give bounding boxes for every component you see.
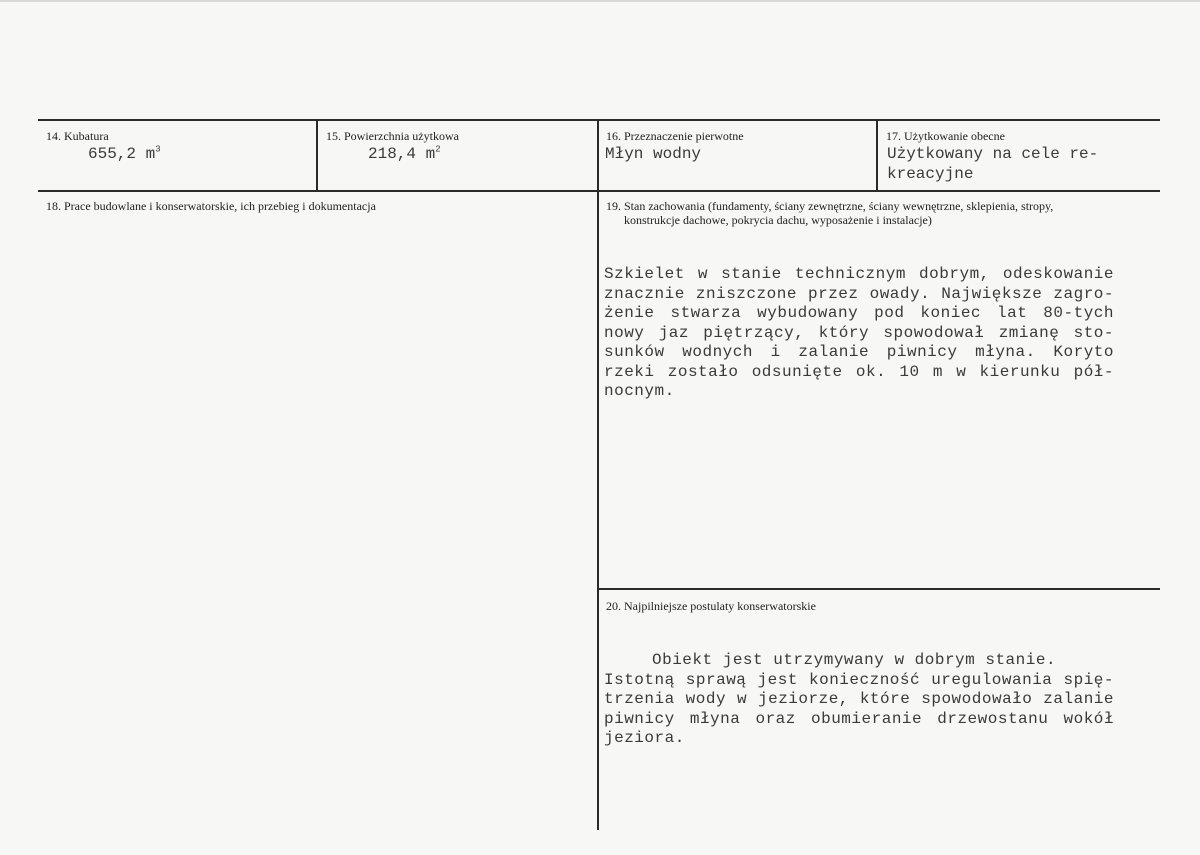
field-20-text bbox=[604, 651, 1114, 749]
field-17-label: 17. Użytkowanie obecne bbox=[886, 129, 1005, 143]
col-divider-2 bbox=[597, 119, 599, 830]
field-20-line-2: Istotną sprawą jest konieczność uregulowania spię- bbox=[604, 670, 1114, 689]
field-14-label: 14. Kubatura bbox=[46, 129, 109, 143]
field-19-line-4: nowy jaz piętrzący, który spowodował zmianę sto- bbox=[604, 323, 1114, 342]
section-19-20-divider bbox=[598, 588, 1160, 590]
top-rule bbox=[38, 119, 1160, 121]
field-19-label-line-2: konstrukcje dachowe, pokrycia dachu, wyposażenie i instalacje) bbox=[624, 213, 932, 227]
field-19-label-line-1: 19. Stan zachowania (fundamenty, ściany zewnętrzne, ściany wewnętrzne, sklepienia, stropy, bbox=[606, 199, 1054, 213]
field-20-line-5: jeziora. bbox=[604, 729, 685, 747]
field-17-value-line-1: Użytkowany na cele re- bbox=[887, 145, 1099, 163]
col-divider-1 bbox=[316, 119, 318, 192]
field-15-value bbox=[368, 144, 441, 164]
field-19-line-6: rzeki zostało odsunięte ok. 10 m w kierunku pół- bbox=[604, 362, 1114, 381]
field-20-label: 20. Najpilniejsze postulaty konserwatorskie bbox=[606, 599, 816, 613]
field-19-line-2: znacznie zniszczone przez owady. Największe zagro- bbox=[604, 284, 1114, 303]
field-20-line-4: piwnicy młyna oraz obumieranie drzewostanu wokół bbox=[604, 709, 1114, 728]
field-19-line-1: Szkielet w stanie technicznym dobrym, odeskowanie bbox=[604, 265, 1114, 283]
field-16-label: 16. Przeznaczenie pierwotne bbox=[606, 129, 744, 143]
col-divider-3 bbox=[876, 119, 878, 192]
field-19-line-5: sunków wodnych i zalanie piwnicy młyna. Koryto bbox=[604, 343, 1114, 361]
field-20-line-3: trzenia wody w jeziorze, które spowodowało zalanie bbox=[604, 690, 1114, 708]
scan-edge bbox=[0, 0, 1200, 2]
field-19-line-7: nocnym. bbox=[604, 382, 675, 400]
field-18-label: 18. Prace budowlane i konserwatorskie, ich przebieg i dokumentacja bbox=[46, 199, 376, 213]
field-15-number: 218,4 m bbox=[368, 145, 436, 163]
field-15-label: 15. Powierzchnia użytkowa bbox=[326, 129, 459, 143]
field-20-line-1: Obiekt jest utrzymywany w dobrym stanie. bbox=[652, 651, 1057, 669]
field-19-text bbox=[604, 265, 1114, 402]
field-17-value-line-2: kreacyjne bbox=[887, 165, 974, 183]
field-19-label bbox=[606, 199, 1053, 227]
row-divider bbox=[38, 190, 1160, 192]
field-14-unit-exponent: 3 bbox=[155, 144, 161, 155]
field-16-value: Młyn wodny bbox=[605, 145, 702, 163]
field-15-unit-exponent: 2 bbox=[435, 144, 441, 155]
field-14-number: 655,2 m bbox=[88, 145, 156, 163]
field-14-value bbox=[88, 144, 161, 164]
field-19-line-3: żenie stwarza wybudowany pod koniec lat 80-tych bbox=[604, 304, 1114, 322]
